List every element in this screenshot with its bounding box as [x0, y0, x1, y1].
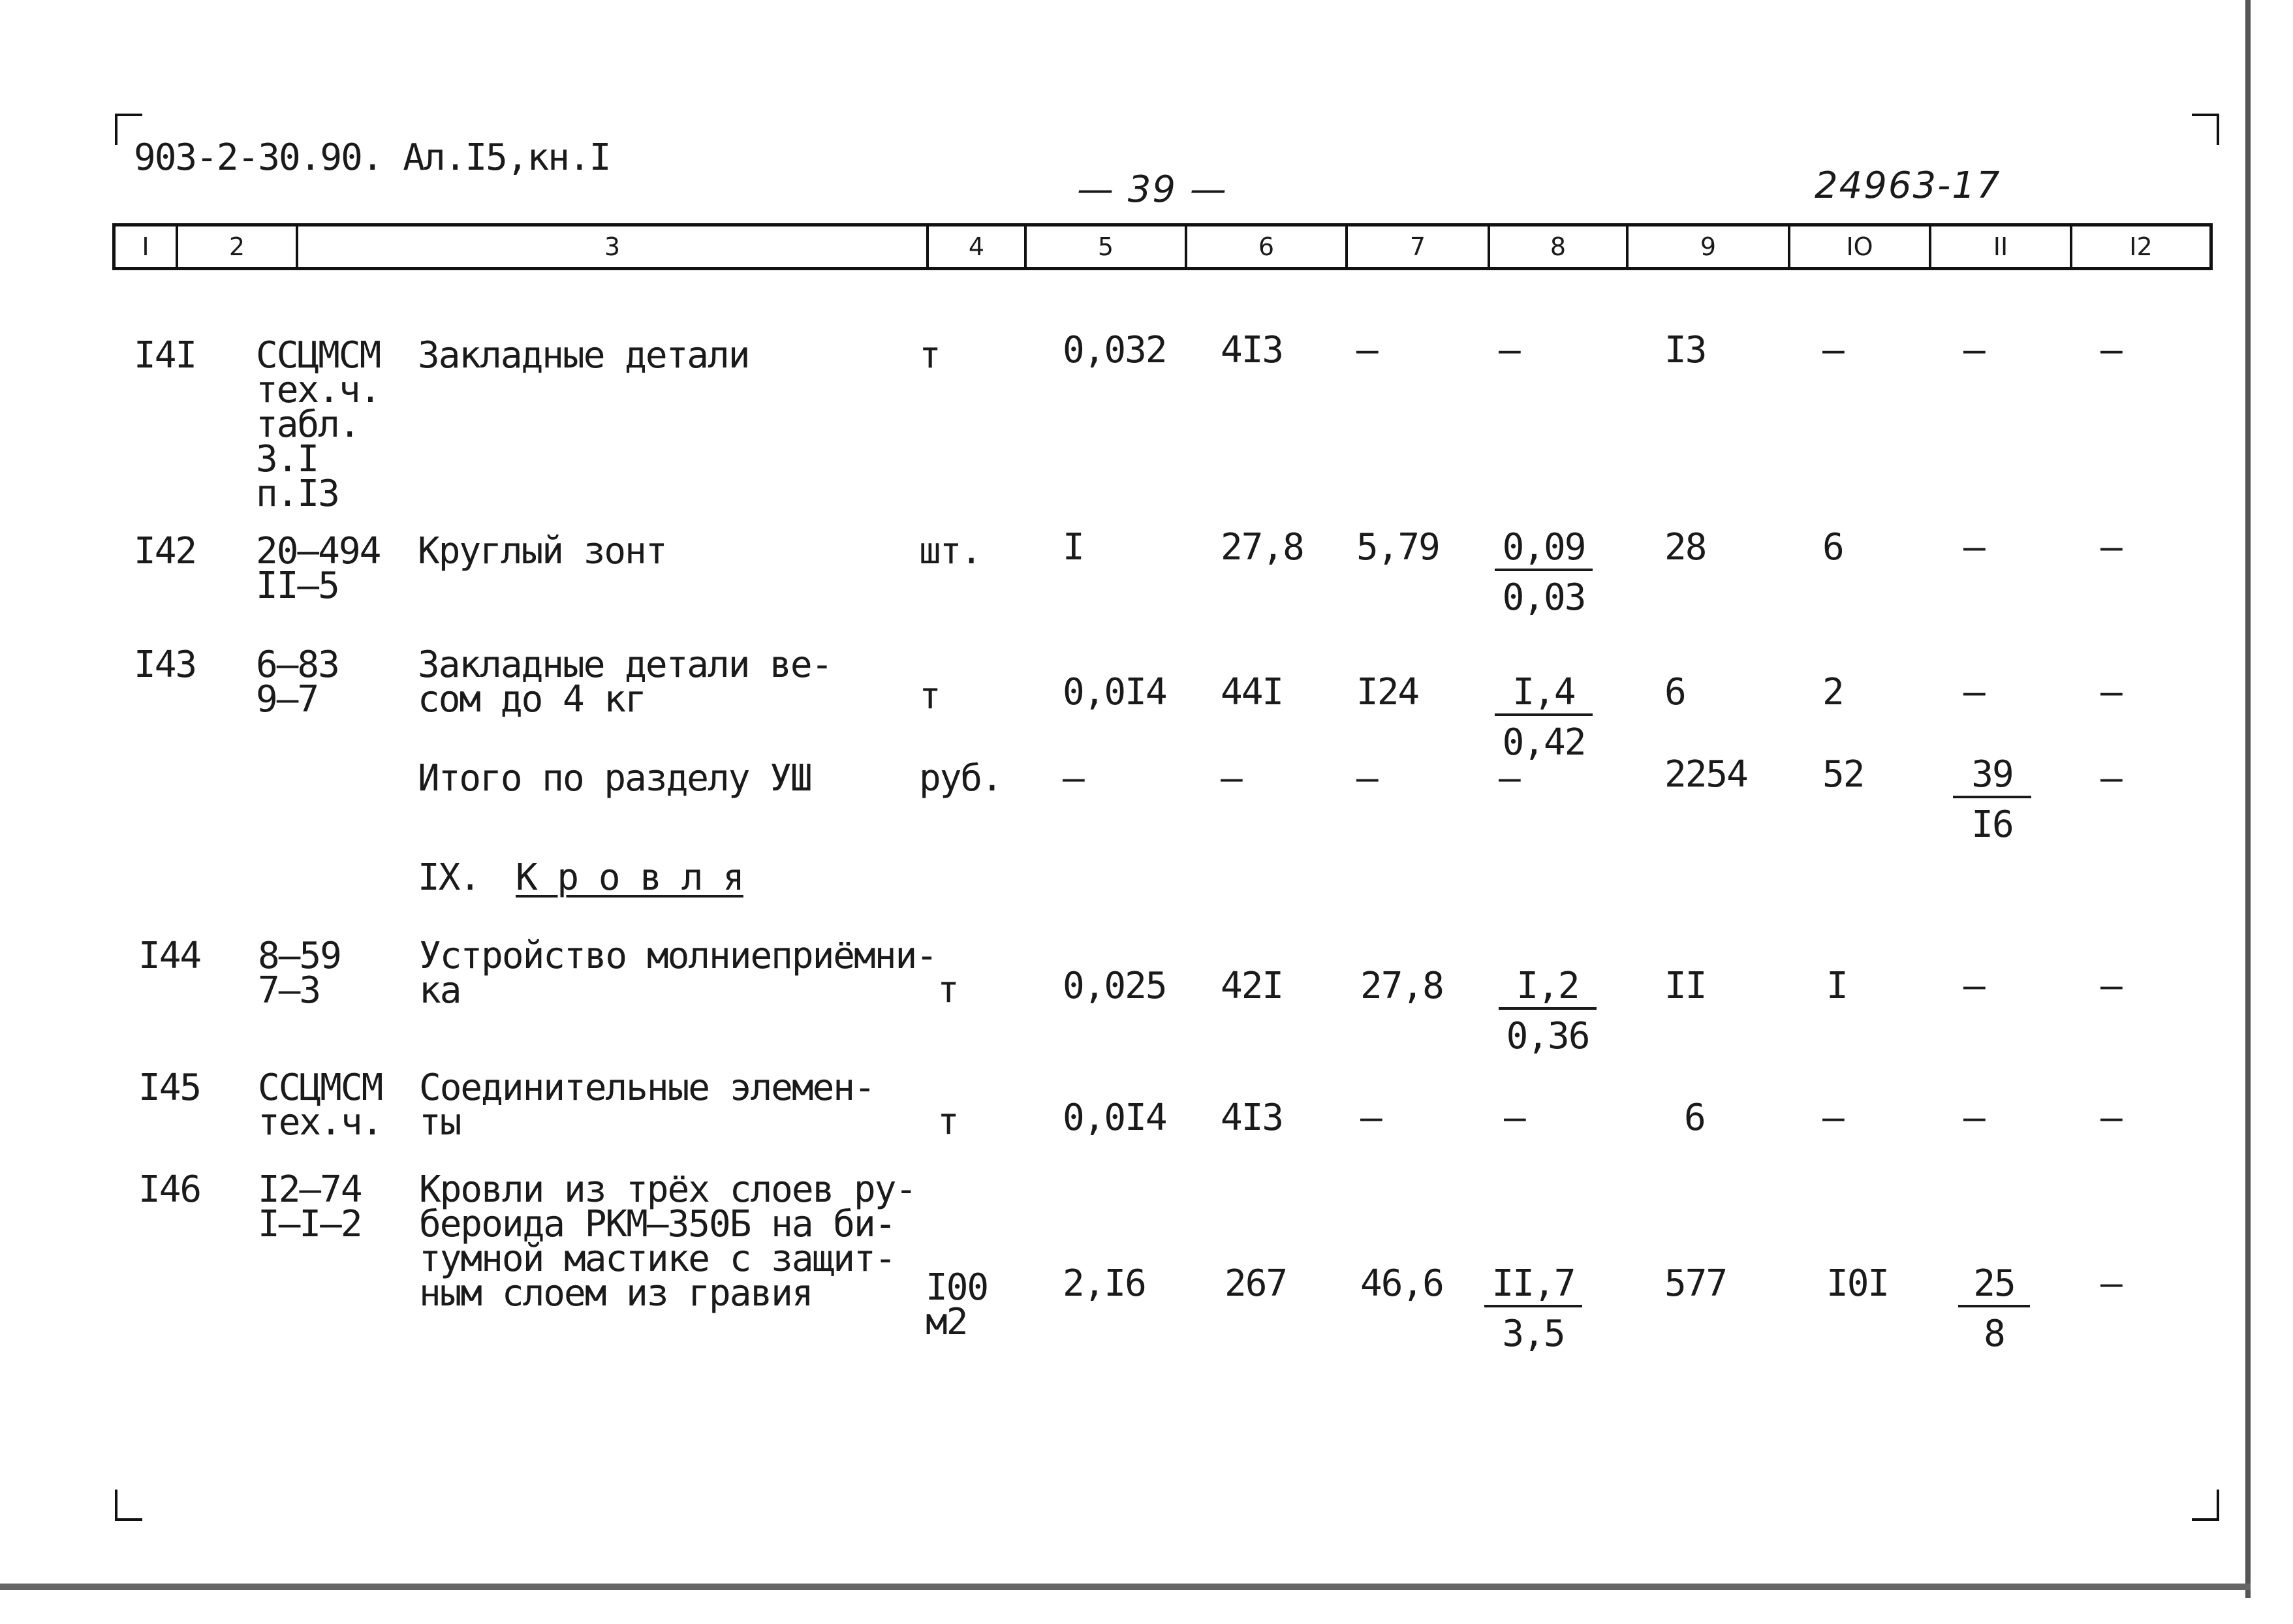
column-number: II — [1993, 232, 2008, 261]
row-number: I42 — [134, 530, 196, 572]
quantity: 0,0I4 — [1063, 1097, 1166, 1139]
col9-value: I3 — [1664, 329, 1706, 371]
col8-denominator: 0,36 — [1506, 1015, 1589, 1057]
col7-value: 46,6 — [1360, 1262, 1443, 1305]
column-number: 7 — [1409, 232, 1426, 261]
col12-value: – — [2100, 965, 2121, 1007]
col12-value: – — [2100, 526, 2121, 569]
col12-value: – — [2100, 671, 2121, 713]
norm-reference: 20–494 II–5 — [256, 530, 381, 607]
col10-value: – — [1822, 1097, 1843, 1139]
col9-value: II — [1664, 965, 1706, 1007]
col11-denominator: 8 — [1984, 1313, 2004, 1355]
col7-value: I24 — [1356, 671, 1419, 713]
unit: т — [919, 675, 940, 717]
corner-mark-bottom-left — [115, 1490, 142, 1521]
quantity: 2,I6 — [1063, 1262, 1146, 1305]
work-name: Круглый зонт — [418, 530, 666, 572]
unit: шт. — [919, 530, 982, 572]
col8-value: – — [1499, 757, 1520, 800]
col9-value: 577 — [1664, 1262, 1727, 1305]
column-header-bar — [112, 223, 2213, 270]
unit: I00 м2 — [926, 1266, 988, 1343]
col12-value: – — [2100, 757, 2121, 800]
quantity: 0,0I4 — [1063, 671, 1166, 713]
archive-number: 24963-17 — [1815, 164, 2001, 207]
norm-reference: ССЦМСМ тех.ч. табл. 3.I п.I3 — [256, 334, 381, 515]
unit: т — [937, 1101, 958, 1143]
column-number: 3 — [604, 232, 621, 261]
column-number: 8 — [1550, 232, 1567, 261]
col8-numerator: 0,09 — [1495, 530, 1593, 571]
col10-value: I0I — [1826, 1262, 1889, 1305]
col8-numerator: I,4 — [1495, 675, 1593, 716]
col11-value: – — [1963, 671, 1984, 713]
col11-value: – — [1963, 329, 1984, 371]
total-label: Итого по разделу УШ — [418, 757, 811, 800]
row-number: I44 — [138, 935, 201, 977]
col12-value: – — [2100, 329, 2121, 371]
col7-value: – — [1360, 1097, 1381, 1139]
corner-mark-bottom-right — [2192, 1490, 2219, 1521]
col11-value: – — [1963, 965, 1984, 1007]
col11-fraction — [1958, 1262, 2030, 1355]
bottom-edge-line — [0, 1584, 2251, 1590]
column-number: I — [142, 232, 149, 261]
col12-value: – — [2100, 1262, 2121, 1305]
quantity: 0,032 — [1063, 329, 1166, 371]
quantity: – — [1063, 757, 1084, 800]
column-number: IO — [1846, 232, 1873, 261]
unit: руб. — [919, 757, 1002, 800]
col8-fraction — [1499, 965, 1597, 1057]
norm-reference: ССЦМСМ тех.ч. — [258, 1067, 382, 1144]
work-name: Закладные детали — [418, 334, 749, 377]
col7-value: 27,8 — [1360, 965, 1443, 1007]
quantity: I — [1063, 526, 1084, 569]
col10-value: 2 — [1822, 671, 1843, 713]
column-number: 4 — [968, 232, 985, 261]
col12-value: – — [2100, 1097, 2121, 1139]
col8-value: – — [1499, 329, 1520, 371]
col11-numerator: 39 — [1953, 757, 2031, 798]
col8-denominator: 3,5 — [1502, 1313, 1565, 1355]
col6-value: 42I — [1221, 965, 1283, 1007]
unit: т — [919, 334, 940, 377]
row-number: I45 — [138, 1067, 201, 1109]
col9-value: 28 — [1664, 526, 1706, 569]
col11-denominator: I6 — [1971, 804, 2013, 846]
right-edge-line — [2245, 0, 2251, 1598]
col8-fraction — [1495, 526, 1593, 619]
col10-value: I — [1826, 965, 1847, 1007]
col8-value: – — [1504, 1097, 1525, 1139]
unit: т — [937, 969, 958, 1011]
col8-numerator: I,2 — [1499, 969, 1597, 1010]
col11-value: – — [1963, 1097, 1984, 1139]
row-number: I46 — [138, 1168, 201, 1211]
column-number: 5 — [1097, 232, 1114, 261]
document-code: 903-2-30.90. Ал.I5,кн.I — [134, 136, 610, 179]
column-number: 2 — [228, 232, 245, 261]
col7-value: – — [1356, 329, 1377, 371]
col6-value: 4I3 — [1221, 329, 1283, 371]
norm-reference: I2–74 I–I–2 — [258, 1168, 362, 1245]
col8-fraction — [1495, 671, 1593, 764]
col9-value: 2254 — [1664, 753, 1747, 796]
col10-value: – — [1822, 329, 1843, 371]
work-name: Соединительные элемен- ты — [419, 1067, 875, 1144]
col8-numerator: II,7 — [1484, 1266, 1582, 1307]
column-number: 9 — [1700, 232, 1717, 261]
column-number: I2 — [2129, 232, 2153, 261]
col11-fraction — [1953, 753, 2031, 846]
col7-value: 5,79 — [1356, 526, 1439, 569]
col8-fraction — [1484, 1262, 1582, 1355]
col9-value: 6 — [1664, 671, 1685, 713]
column-number: 6 — [1258, 232, 1275, 261]
page-number: — 39 — — [1077, 168, 1228, 211]
work-name: Устройство молниеприёмни- ка — [419, 935, 937, 1012]
col7-value: – — [1356, 757, 1377, 800]
col6-value: 267 — [1224, 1262, 1287, 1305]
col6-value: – — [1221, 757, 1241, 800]
quantity: 0,025 — [1063, 965, 1166, 1007]
norm-reference: 6–83 9–7 — [256, 644, 339, 721]
section-roman-number: IX. — [418, 856, 480, 899]
work-name: Кровли из трёх слоев ру- бероида РКМ–350Б на би- тумной мастике с защит- ным слоем из гравия — [419, 1168, 916, 1315]
col11-value: – — [1963, 526, 1984, 569]
col8-denominator: 0,03 — [1502, 576, 1585, 619]
norm-reference: 8–59 7–3 — [258, 935, 341, 1012]
col6-value: 4I3 — [1221, 1097, 1283, 1139]
col10-value: 52 — [1822, 753, 1864, 796]
section-title: К р о в л я — [516, 856, 743, 899]
col6-value: 44I — [1221, 671, 1283, 713]
row-number: I43 — [134, 644, 196, 686]
col6-value: 27,8 — [1221, 526, 1303, 569]
row-number: I4I — [134, 334, 196, 377]
col8-denominator: 0,42 — [1502, 721, 1585, 764]
work-name: Закладные детали ве- сом до 4 кг — [418, 644, 832, 721]
corner-mark-top-right — [2192, 114, 2219, 145]
col11-numerator: 25 — [1958, 1266, 2030, 1307]
col9-value: 6 — [1684, 1097, 1705, 1139]
col10-value: 6 — [1822, 526, 1843, 569]
